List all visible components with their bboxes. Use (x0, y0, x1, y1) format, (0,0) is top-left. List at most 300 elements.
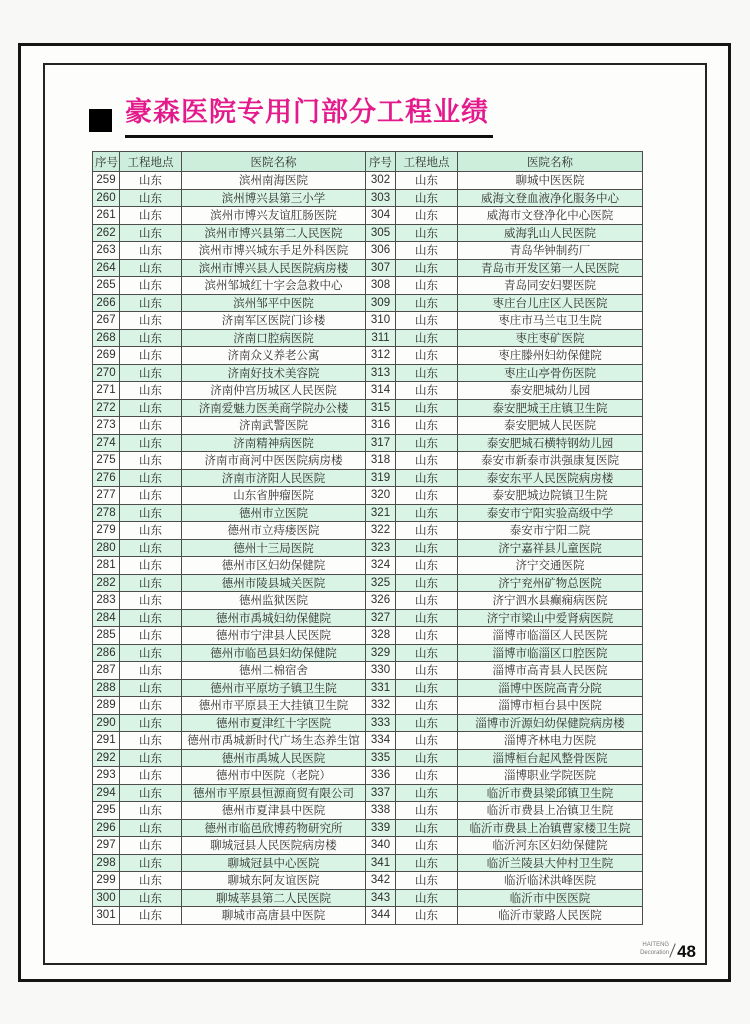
serial-cell: 339 (366, 819, 396, 837)
serial-cell: 285 (93, 627, 120, 645)
location-cell: 山东 (396, 347, 458, 365)
location-cell: 山东 (396, 329, 458, 347)
title-bullet-square-icon (89, 109, 112, 132)
location-cell: 山东 (120, 837, 182, 855)
location-cell: 山东 (120, 819, 182, 837)
hospital-name-cell: 淄博市临淄区人民医院 (458, 627, 643, 645)
location-cell: 山东 (396, 574, 458, 592)
table-row (93, 574, 643, 592)
column-header: 医院名称 (458, 152, 643, 172)
serial-cell: 307 (366, 259, 396, 277)
serial-cell: 264 (93, 259, 120, 277)
serial-cell: 317 (366, 434, 396, 452)
column-header: 工程地点 (120, 152, 182, 172)
hospital-name-cell: 泰安肥城人民医院 (458, 417, 643, 435)
table-row (93, 539, 643, 557)
hospital-name-cell: 泰安肥城边院镇卫生院 (458, 487, 643, 505)
table-row (93, 872, 643, 890)
location-cell: 山东 (120, 172, 182, 190)
serial-cell: 297 (93, 837, 120, 855)
location-cell: 山东 (396, 907, 458, 925)
serial-cell: 277 (93, 487, 120, 505)
table-row (93, 889, 643, 907)
serial-cell: 281 (93, 557, 120, 575)
serial-cell: 283 (93, 592, 120, 610)
table-row (93, 662, 643, 680)
hospital-name-cell: 枣庄枣矿医院 (458, 329, 643, 347)
hospital-name-cell: 枣庄台儿庄区人民医院 (458, 294, 643, 312)
table-row (93, 417, 643, 435)
location-cell: 山东 (396, 172, 458, 190)
hospital-name-cell: 济南市商河中医医院病房楼 (182, 452, 366, 470)
table-row (93, 399, 643, 417)
table-row (93, 679, 643, 697)
serial-cell: 335 (366, 749, 396, 767)
hospital-name-cell: 德州市宁津县人民医院 (182, 627, 366, 645)
hospital-name-cell: 威海文登血液净化服务中心 (458, 189, 643, 207)
location-cell: 山东 (120, 697, 182, 715)
location-cell: 山东 (396, 207, 458, 225)
location-cell: 山东 (120, 312, 182, 330)
table-row (93, 749, 643, 767)
serial-cell: 270 (93, 364, 120, 382)
table-row (93, 609, 643, 627)
serial-cell: 261 (93, 207, 120, 225)
location-cell: 山东 (396, 364, 458, 382)
hospital-name-cell: 淄博中医院高青分院 (458, 679, 643, 697)
location-cell: 山东 (120, 504, 182, 522)
serial-cell: 306 (366, 242, 396, 260)
hospital-name-cell: 淄博齐林电力医院 (458, 732, 643, 750)
hospital-name-cell: 滨州博兴县第三小学 (182, 189, 366, 207)
hospital-name-cell: 淄博市高青县人民医院 (458, 662, 643, 680)
table-row (93, 732, 643, 750)
table-row (93, 504, 643, 522)
table-row (93, 312, 643, 330)
serial-cell: 282 (93, 574, 120, 592)
location-cell: 山东 (120, 749, 182, 767)
table-row (93, 347, 643, 365)
hospital-name-cell: 滨州市博兴县人民医院病房楼 (182, 259, 366, 277)
hospital-name-cell: 泰安市宁阳实验高级中学 (458, 504, 643, 522)
serial-cell: 272 (93, 399, 120, 417)
location-cell: 山东 (120, 784, 182, 802)
location-cell: 山东 (120, 854, 182, 872)
table-header-row (93, 152, 643, 172)
footer (640, 942, 696, 960)
serial-cell: 301 (93, 907, 120, 925)
location-cell: 山东 (396, 627, 458, 645)
serial-cell: 308 (366, 277, 396, 295)
hospital-name-cell: 泰安市宁阳二院 (458, 522, 643, 540)
location-cell: 山东 (396, 732, 458, 750)
table-row (93, 242, 643, 260)
hospital-name-cell: 德州市夏津县中医院 (182, 802, 366, 820)
location-cell: 山东 (396, 889, 458, 907)
hospital-name-cell: 滨州市博兴县第二人民医院 (182, 224, 366, 242)
serial-cell: 303 (366, 189, 396, 207)
location-cell: 山东 (120, 207, 182, 225)
serial-cell: 328 (366, 627, 396, 645)
location-cell: 山东 (396, 592, 458, 610)
serial-cell: 263 (93, 242, 120, 260)
serial-cell: 311 (366, 329, 396, 347)
hospital-name-cell: 聊城莘县第二人民医院 (182, 889, 366, 907)
location-cell: 山东 (396, 767, 458, 785)
hospital-name-cell: 淄博市桓台县中医院 (458, 697, 643, 715)
page-number: 48 (677, 942, 696, 961)
table-header (93, 152, 643, 172)
location-cell: 山东 (120, 242, 182, 260)
table-row (93, 364, 643, 382)
location-cell: 山东 (396, 749, 458, 767)
hospital-name-cell: 临沂市费县梁邱镇卫生院 (458, 784, 643, 802)
hospital-name-cell: 临沂河东区妇幼保健院 (458, 837, 643, 855)
hospital-name-cell: 德州市区妇幼保健院 (182, 557, 366, 575)
hospital-name-cell: 青岛同安妇婴医院 (458, 277, 643, 295)
serial-cell: 271 (93, 382, 120, 400)
table-row (93, 714, 643, 732)
location-cell: 山东 (120, 224, 182, 242)
location-cell: 山东 (396, 837, 458, 855)
table-row (93, 294, 643, 312)
location-cell: 山东 (396, 802, 458, 820)
table-row (93, 259, 643, 277)
hospital-name-cell: 滨州市博兴城东手足外科医院 (182, 242, 366, 260)
hospital-name-cell: 泰安市新泰市洪强康复医院 (458, 452, 643, 470)
location-cell: 山东 (120, 364, 182, 382)
hospital-name-cell: 德州市临邑县妇幼保健院 (182, 644, 366, 662)
location-cell: 山东 (396, 259, 458, 277)
serial-cell: 299 (93, 872, 120, 890)
column-header: 医院名称 (182, 152, 366, 172)
location-cell: 山东 (396, 609, 458, 627)
location-cell: 山东 (120, 872, 182, 890)
serial-cell: 344 (366, 907, 396, 925)
hospital-name-cell: 济宁交通医院 (458, 557, 643, 575)
slash-divider (669, 943, 676, 957)
hospital-name-cell: 济南好技术美容院 (182, 364, 366, 382)
serial-cell: 331 (366, 679, 396, 697)
table-row (93, 224, 643, 242)
hospital-name-cell: 德州市禹城妇幼保健院 (182, 609, 366, 627)
serial-cell: 315 (366, 399, 396, 417)
location-cell: 山东 (396, 399, 458, 417)
table-row (93, 854, 643, 872)
serial-cell: 338 (366, 802, 396, 820)
column-header: 序号 (366, 152, 396, 172)
location-cell: 山东 (120, 679, 182, 697)
serial-cell: 295 (93, 802, 120, 820)
table-row (93, 277, 643, 295)
serial-cell: 305 (366, 224, 396, 242)
hospital-name-cell: 德州市夏津红十字医院 (182, 714, 366, 732)
location-cell: 山东 (396, 417, 458, 435)
location-cell: 山东 (396, 504, 458, 522)
table-row (93, 627, 643, 645)
hospital-name-cell: 临沂市费县上冶镇曹家楼卫生院 (458, 819, 643, 837)
serial-cell: 278 (93, 504, 120, 522)
serial-cell: 267 (93, 312, 120, 330)
location-cell: 山东 (396, 487, 458, 505)
hospital-name-cell: 济宁市梁山中爱肾病医院 (458, 609, 643, 627)
serial-cell: 316 (366, 417, 396, 435)
hospital-name-cell: 临沂市费县上冶镇卫生院 (458, 802, 643, 820)
serial-cell: 300 (93, 889, 120, 907)
location-cell: 山东 (120, 557, 182, 575)
location-cell: 山东 (396, 294, 458, 312)
brand-line1: HAITENG (642, 942, 670, 948)
hospital-name-cell: 德州监狱医院 (182, 592, 366, 610)
hospital-name-cell: 济南武警医院 (182, 417, 366, 435)
hospital-name-cell: 泰安肥城石横特钢幼儿园 (458, 434, 643, 452)
hospital-name-cell: 临沂兰陵县大仲村卫生院 (458, 854, 643, 872)
serial-cell: 321 (366, 504, 396, 522)
serial-cell: 296 (93, 819, 120, 837)
hospital-name-cell: 德州市中医院（老院） (182, 767, 366, 785)
hospital-name-cell: 济宁泗水县癫痫病医院 (458, 592, 643, 610)
hospital-name-cell: 德州市平原坊子镇卫生院 (182, 679, 366, 697)
serial-cell: 334 (366, 732, 396, 750)
serial-cell: 329 (366, 644, 396, 662)
table-body (93, 172, 643, 925)
inner-frame (43, 63, 707, 965)
serial-cell: 325 (366, 574, 396, 592)
location-cell: 山东 (120, 522, 182, 540)
location-cell: 山东 (120, 767, 182, 785)
location-cell: 山东 (120, 417, 182, 435)
serial-cell: 259 (93, 172, 120, 190)
table-row (93, 452, 643, 470)
table-row (93, 382, 643, 400)
location-cell: 山东 (120, 189, 182, 207)
hospital-name-cell: 泰安肥城幼儿园 (458, 382, 643, 400)
location-cell: 山东 (396, 662, 458, 680)
page-title-block (89, 98, 493, 138)
hospital-name-cell: 枣庄市马兰屯卫生院 (458, 312, 643, 330)
serial-cell: 289 (93, 697, 120, 715)
location-cell: 山东 (396, 434, 458, 452)
location-cell: 山东 (120, 347, 182, 365)
hospital-name-cell: 德州市临邑欣博药物研究所 (182, 819, 366, 837)
table-row (93, 802, 643, 820)
serial-cell: 314 (366, 382, 396, 400)
column-header: 工程地点 (396, 152, 458, 172)
serial-cell: 276 (93, 469, 120, 487)
serial-cell: 286 (93, 644, 120, 662)
hospital-name-cell: 临沂临沭洪峰医院 (458, 872, 643, 890)
hospital-name-cell: 淄博职业学院医院 (458, 767, 643, 785)
table-row (93, 907, 643, 925)
serial-cell: 333 (366, 714, 396, 732)
serial-cell: 341 (366, 854, 396, 872)
serial-cell: 326 (366, 592, 396, 610)
table-row (93, 697, 643, 715)
location-cell: 山东 (396, 784, 458, 802)
hospital-name-cell: 德州市禹城人民医院 (182, 749, 366, 767)
hospital-name-cell: 枣庄山亭骨伤医院 (458, 364, 643, 382)
outer-frame (18, 43, 731, 982)
location-cell: 山东 (120, 907, 182, 925)
hospital-name-cell: 临沂市蒙路人民医院 (458, 907, 643, 925)
hospital-name-cell: 济南仲宫历城区人民医院 (182, 382, 366, 400)
table-row (93, 592, 643, 610)
serial-cell: 280 (93, 539, 120, 557)
location-cell: 山东 (120, 574, 182, 592)
serial-cell: 330 (366, 662, 396, 680)
hospital-name-cell: 聊城冠县中心医院 (182, 854, 366, 872)
serial-cell: 292 (93, 749, 120, 767)
hospital-name-cell: 淄博桓台起风整骨医院 (458, 749, 643, 767)
location-cell: 山东 (396, 452, 458, 470)
serial-cell: 298 (93, 854, 120, 872)
hospital-name-cell: 德州市立痔瘘医院 (182, 522, 366, 540)
serial-cell: 332 (366, 697, 396, 715)
serial-cell: 291 (93, 732, 120, 750)
location-cell: 山东 (120, 399, 182, 417)
location-cell: 山东 (120, 294, 182, 312)
location-cell: 山东 (396, 557, 458, 575)
serial-cell: 274 (93, 434, 120, 452)
brand-mark (640, 942, 669, 960)
hospital-name-cell: 德州市平原县王大挂镇卫生院 (182, 697, 366, 715)
column-header: 序号 (93, 152, 120, 172)
serial-cell: 293 (93, 767, 120, 785)
serial-cell: 318 (366, 452, 396, 470)
serial-cell: 266 (93, 294, 120, 312)
location-cell: 山东 (120, 539, 182, 557)
table-row (93, 207, 643, 225)
serial-cell: 337 (366, 784, 396, 802)
table-row (93, 434, 643, 452)
location-cell: 山东 (396, 819, 458, 837)
hospital-name-cell: 泰安肥城王庄镇卫生院 (458, 399, 643, 417)
hospital-name-cell: 聊城东阿友谊医院 (182, 872, 366, 890)
location-cell: 山东 (396, 872, 458, 890)
serial-cell: 312 (366, 347, 396, 365)
hospital-name-cell: 滨州邹平中医院 (182, 294, 366, 312)
location-cell: 山东 (396, 242, 458, 260)
hospital-name-cell: 济宁兖州矿物总医院 (458, 574, 643, 592)
table-row (93, 644, 643, 662)
hospital-name-cell: 青岛华钟制药厂 (458, 242, 643, 260)
hospital-name-cell: 聊城市高唐县中医院 (182, 907, 366, 925)
table-row (93, 522, 643, 540)
hospital-name-cell: 威海市文登净化中心医院 (458, 207, 643, 225)
hospital-name-cell: 临沂市中医医院 (458, 889, 643, 907)
location-cell: 山东 (396, 469, 458, 487)
serial-cell: 260 (93, 189, 120, 207)
serial-cell: 310 (366, 312, 396, 330)
table-row (93, 784, 643, 802)
location-cell: 山东 (396, 277, 458, 295)
hospital-name-cell: 聊城中医医院 (458, 172, 643, 190)
location-cell: 山东 (396, 714, 458, 732)
location-cell: 山东 (120, 434, 182, 452)
hospital-name-cell: 德州市平原县恒源商贸有限公司 (182, 784, 366, 802)
hospital-name-cell: 淄博市沂源妇幼保健院病房楼 (458, 714, 643, 732)
location-cell: 山东 (120, 662, 182, 680)
hospital-name-cell: 泰安东平人民医院病房楼 (458, 469, 643, 487)
hospital-name-cell: 济南众义养老公寓 (182, 347, 366, 365)
hospital-name-cell: 德州十三局医院 (182, 539, 366, 557)
hospital-name-cell: 济南精神病医院 (182, 434, 366, 452)
location-cell: 山东 (396, 679, 458, 697)
location-cell: 山东 (120, 802, 182, 820)
hospital-name-cell: 青岛市开发区第一人民医院 (458, 259, 643, 277)
hospital-name-cell: 济南口腔病医院 (182, 329, 366, 347)
hospital-name-cell: 济宁嘉祥县儿童医院 (458, 539, 643, 557)
location-cell: 山东 (120, 329, 182, 347)
projects-table (92, 151, 643, 925)
hospital-name-cell: 聊城冠县人民医院病房楼 (182, 837, 366, 855)
serial-cell: 288 (93, 679, 120, 697)
serial-cell: 302 (366, 172, 396, 190)
table-row (93, 819, 643, 837)
location-cell: 山东 (120, 609, 182, 627)
serial-cell: 284 (93, 609, 120, 627)
serial-cell: 268 (93, 329, 120, 347)
serial-cell: 323 (366, 539, 396, 557)
location-cell: 山东 (396, 644, 458, 662)
location-cell: 山东 (120, 644, 182, 662)
location-cell: 山东 (396, 522, 458, 540)
serial-cell: 287 (93, 662, 120, 680)
table-row (93, 172, 643, 190)
hospital-name-cell: 滨州南海医院 (182, 172, 366, 190)
serial-cell: 320 (366, 487, 396, 505)
table-row (93, 767, 643, 785)
hospital-name-cell: 滨州邹城红十字会急救中心 (182, 277, 366, 295)
table-row (93, 837, 643, 855)
location-cell: 山东 (120, 592, 182, 610)
hospital-name-cell: 济南爱魅力医美商学院办公楼 (182, 399, 366, 417)
hospital-name-cell: 滨州市博兴友谊肛肠医院 (182, 207, 366, 225)
serial-cell: 342 (366, 872, 396, 890)
serial-cell: 273 (93, 417, 120, 435)
serial-cell: 279 (93, 522, 120, 540)
table-row (93, 557, 643, 575)
serial-cell: 265 (93, 277, 120, 295)
location-cell: 山东 (120, 277, 182, 295)
location-cell: 山东 (396, 697, 458, 715)
serial-cell: 343 (366, 889, 396, 907)
serial-cell: 262 (93, 224, 120, 242)
hospital-name-cell: 枣庄滕州妇幼保健院 (458, 347, 643, 365)
table-row (93, 487, 643, 505)
serial-cell: 309 (366, 294, 396, 312)
location-cell: 山东 (120, 732, 182, 750)
serial-cell: 319 (366, 469, 396, 487)
serial-cell: 304 (366, 207, 396, 225)
serial-cell: 290 (93, 714, 120, 732)
location-cell: 山东 (396, 312, 458, 330)
location-cell: 山东 (396, 224, 458, 242)
hospital-name-cell: 德州市陵县城关医院 (182, 574, 366, 592)
hospital-name-cell: 山东省肿瘤医院 (182, 487, 366, 505)
hospital-name-cell: 淄博市临淄区口腔医院 (458, 644, 643, 662)
location-cell: 山东 (120, 627, 182, 645)
table-row (93, 469, 643, 487)
location-cell: 山东 (120, 382, 182, 400)
location-cell: 山东 (120, 452, 182, 470)
hospital-name-cell: 威海乳山人民医院 (458, 224, 643, 242)
serial-cell: 275 (93, 452, 120, 470)
location-cell: 山东 (396, 854, 458, 872)
location-cell: 山东 (396, 189, 458, 207)
location-cell: 山东 (120, 487, 182, 505)
serial-cell: 313 (366, 364, 396, 382)
